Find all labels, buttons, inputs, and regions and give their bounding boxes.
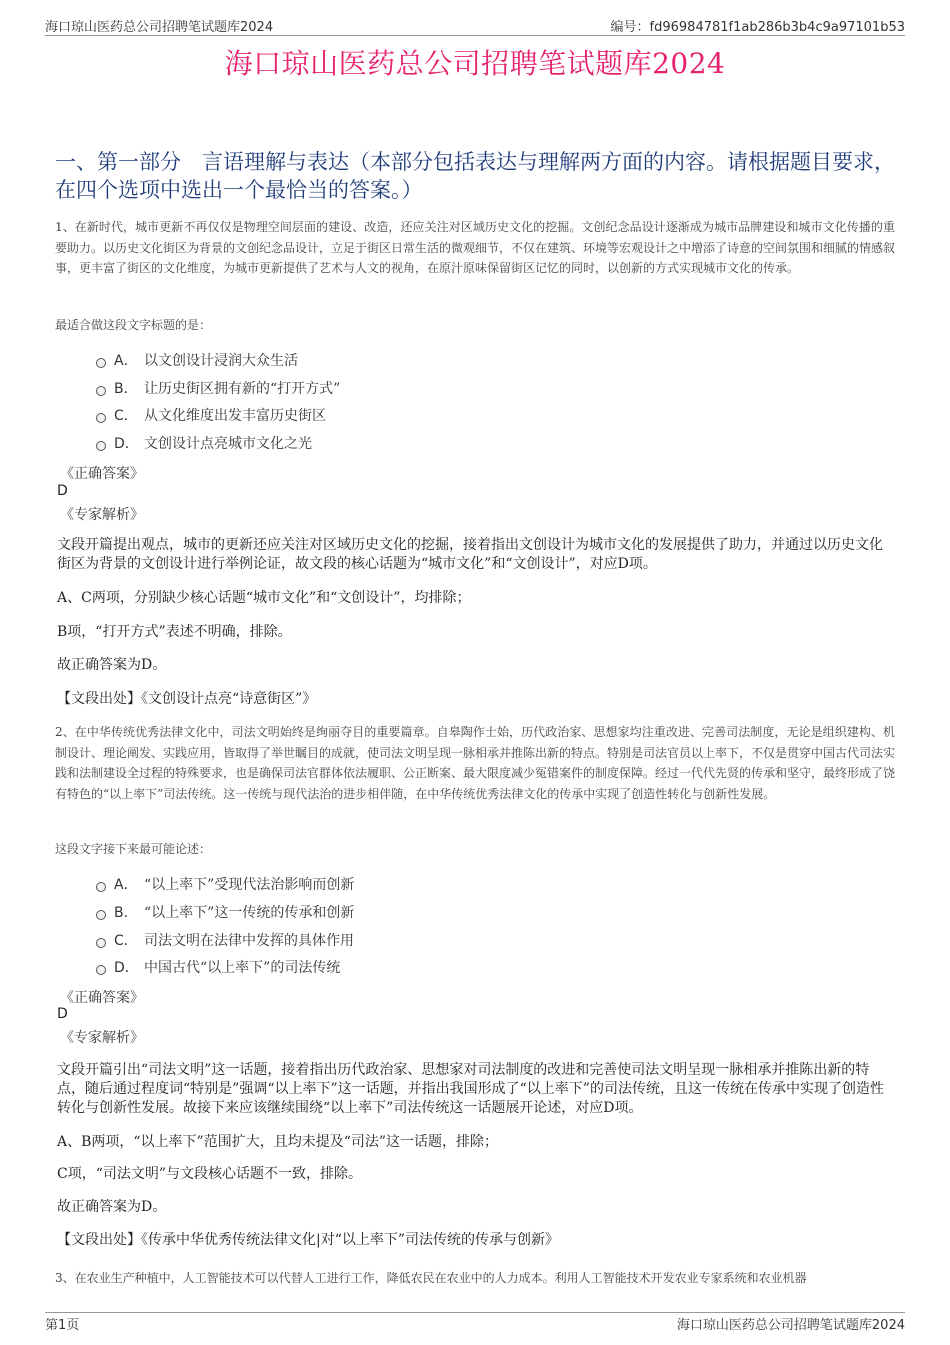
question-1-source: 【文段出处】《文创设计点亮“诗意街区”》 bbox=[57, 691, 317, 707]
radio-icon[interactable] bbox=[96, 358, 106, 368]
question-1-option-c[interactable] bbox=[96, 405, 326, 425]
question-2-analysis-paragraph: C项，“司法文明”与文段核心话题不一致，排除。 bbox=[57, 1166, 363, 1182]
option-text: 以文创设计浸润大众生活 bbox=[144, 353, 298, 369]
question-2-option-a[interactable] bbox=[96, 874, 354, 894]
question-2-option-c[interactable] bbox=[96, 930, 354, 950]
option-letter: D． bbox=[114, 436, 139, 452]
header-divider bbox=[45, 35, 905, 36]
question-1-option-a[interactable] bbox=[96, 350, 298, 370]
section-heading: 一、第一部分 言语理解与表达（本部分包括表达与理解两方面的内容。请根据题目要求，在四个选项中选出一个最恰当的答案。） bbox=[55, 150, 895, 202]
question-2-analysis-paragraph: 文段开篇引出“司法文明”这一话题，接着指出历代政治家、思想家对司法制度的改进和完善使司法文明呈现一脉相承并推陈出新的特点，随后通过程度词“特别是”强调“以上率下”这一话题，并指出我国形成了“以上率下”的司法传统，且这一传统在传承中实现了创造性转化与创新性发展。故接下来应该继续围绕“以上率下”司法传统这一话题展开论述，对应D项。 bbox=[57, 1062, 884, 1116]
question-2-stem: 2、在中华传统优秀法律文化中，司法文明始终是绚丽夺目的重要篇章。自皋陶作士始，历代政治家、思想家均注重改进、完善司法制度，无论是组织建构、机制设计、理论阐发、实践应用，皆取得了举世瞩目的成就，使司法文明呈现一脉相承并推陈出新的特点。特别是司法官员以上率下，不仅是贯穿中国古代司法实践和法制建设全过程的特殊要求，也是确保司法官群体依法履职、公正断案、最大限度减少冤错案件的制度保障。经过一代代先贤的传承和坚守，最终形成了饶有特色的“以上率下”司法传统。这一传统与现代法治的进步相伴随，在中华传统优秀法律文化的传承中实现了创造性转化与创新性发展。 bbox=[55, 725, 896, 801]
question-2-option-b[interactable] bbox=[96, 902, 354, 922]
question-1-stem: 1、在新时代，城市更新不再仅仅是物理空间层面的建设、改造，还应关注对区域历史文化的挖掘。文创纪念品设计逐渐成为城市品牌建设和城市文化传播的重要助力。以历史文化街区为背景的文创纪念品设计，立足于街区日常生活的微观细节，不仅在建筑、环境等宏观设计之中增添了诗意的空间氛围和细腻的情感叙事，更丰富了街区的文化维度，为城市更新提供了艺术与人文的视角，在原汁原味保留街区记忆的同时，以创新的方式实现城市文化的传承。 bbox=[55, 220, 896, 275]
question-1-option-d[interactable] bbox=[96, 433, 312, 453]
option-text: 中国古代“以上率下”的司法传统 bbox=[144, 960, 341, 976]
option-letter: A． bbox=[114, 353, 138, 369]
question-1-option-b[interactable] bbox=[96, 378, 340, 398]
question-2-option-d[interactable] bbox=[96, 957, 340, 977]
footer-title: 海口琼山医药总公司招聘笔试题库2024 bbox=[676, 1318, 905, 1333]
option-text: 文创设计点亮城市文化之光 bbox=[144, 436, 312, 452]
question-2-analysis-label: 《专家解析》 bbox=[60, 1030, 144, 1046]
footer-page-number: 第1页 bbox=[45, 1318, 80, 1333]
option-letter: D． bbox=[114, 960, 139, 976]
question-1-analysis-paragraph: A、C两项，分别缺少核心话题“城市文化”和“文创设计”，均排除； bbox=[57, 590, 471, 606]
question-1-analysis-paragraph: 文段开篇提出观点，城市的更新还应关注对区域历史文化的挖掘，接着指出文创设计为城市文化的发展提供了助力，并通过以历史文化街区为背景的文创设计进行举例论证，故文段的核心话题为“城市文化”和“文创设计”，对应D项。 bbox=[57, 537, 883, 572]
question-1-analysis-paragraph: B项，“打开方式”表述不明确，排除。 bbox=[57, 624, 292, 640]
header-left-title: 海口琼山医药总公司招聘笔试题库2024 bbox=[45, 20, 274, 35]
question-3-stem: 3、在农业生产种植中，人工智能技术可以代替人工进行工作，降低农民在农业中的人力成本。利用人工智能技术开发农业专家系统和农业机器 bbox=[55, 1271, 807, 1285]
option-text: “以上率下”受现代法治影响而创新 bbox=[144, 877, 355, 893]
radio-icon[interactable] bbox=[96, 910, 106, 920]
question-2-source: 【文段出处】《传承中华优秀传统法律文化|对“以上率下”司法传统的传承与创新》 bbox=[57, 1232, 560, 1248]
option-letter: A． bbox=[114, 877, 138, 893]
option-text: 司法文明在法律中发挥的具体作用 bbox=[144, 933, 354, 949]
question-2-answer-label: 《正确答案》 bbox=[60, 990, 144, 1006]
question-1-analysis-label: 《专家解析》 bbox=[60, 507, 144, 523]
option-text: 从文化维度出发丰富历史街区 bbox=[144, 408, 326, 424]
header-document-id: 编号：fd96984781f1ab286b3b4c9a97101b53 bbox=[610, 20, 905, 35]
question-2-answer: D bbox=[57, 1006, 68, 1022]
question-1-answer: D bbox=[57, 483, 68, 499]
option-letter: B． bbox=[114, 905, 138, 921]
radio-icon[interactable] bbox=[96, 441, 106, 451]
option-letter: B． bbox=[114, 381, 138, 397]
radio-icon[interactable] bbox=[96, 965, 106, 975]
question-1-answer-label: 《正确答案》 bbox=[60, 466, 144, 482]
question-2-prompt: 这段文字接下来最可能论述： bbox=[55, 842, 212, 856]
question-1-prompt: 最适合做这段文字标题的是： bbox=[55, 318, 212, 332]
question-1-analysis-paragraph: 故正确答案为D。 bbox=[57, 657, 167, 673]
question-2-analysis-paragraph: 故正确答案为D。 bbox=[57, 1199, 167, 1215]
option-letter: C． bbox=[114, 933, 138, 949]
option-text: 让历史街区拥有新的“打开方式” bbox=[144, 381, 341, 397]
question-2-analysis-paragraph: A、B两项，“以上率下”范围扩大，且均未提及“司法”这一话题，排除； bbox=[57, 1134, 499, 1150]
footer-divider bbox=[45, 1312, 905, 1313]
radio-icon[interactable] bbox=[96, 386, 106, 396]
option-letter: C． bbox=[114, 408, 138, 424]
radio-icon[interactable] bbox=[96, 882, 106, 892]
page-title: 海口琼山医药总公司招聘笔试题库2024 bbox=[224, 47, 726, 80]
radio-icon[interactable] bbox=[96, 938, 106, 948]
option-text: “以上率下”这一传统的传承和创新 bbox=[144, 905, 355, 921]
radio-icon[interactable] bbox=[96, 413, 106, 423]
